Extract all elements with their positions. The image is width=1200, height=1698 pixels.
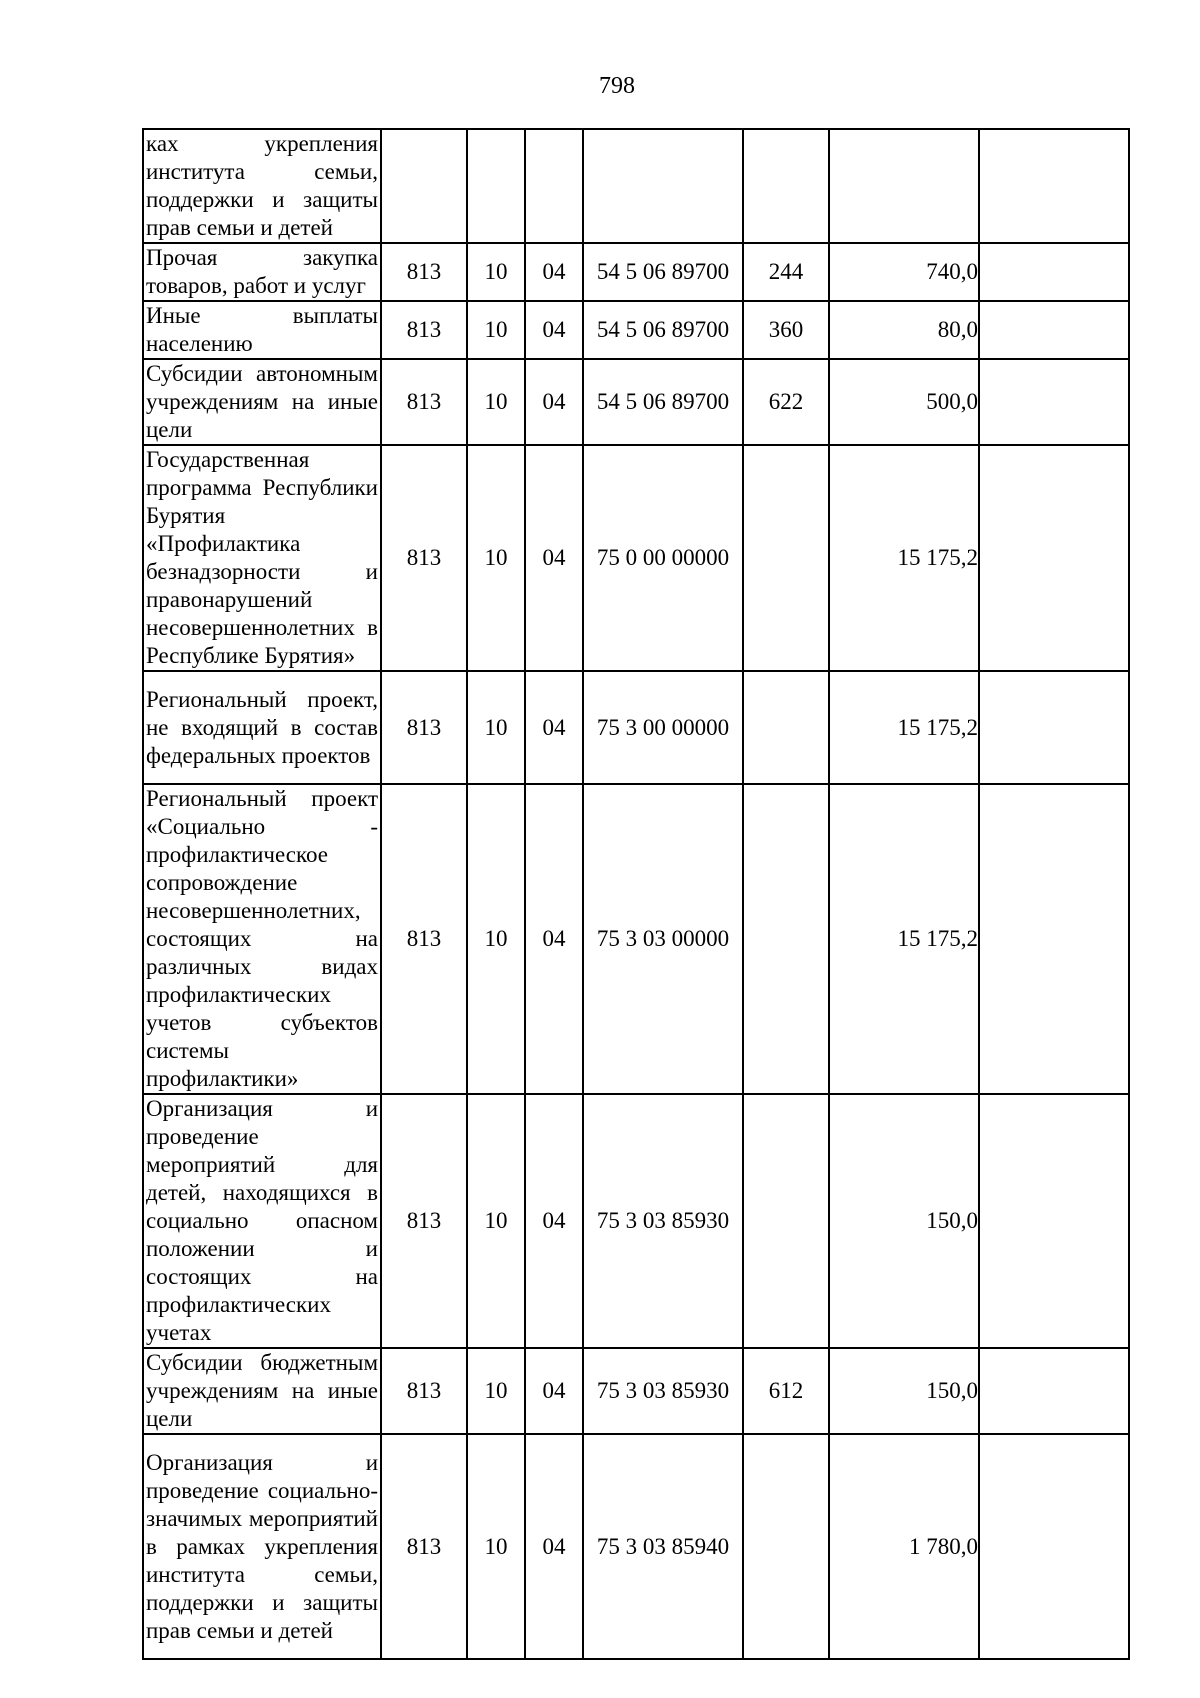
cell-amount: [829, 129, 979, 243]
cell-amount: 15 175,2: [829, 784, 979, 1094]
cell-name: Прочая закупка товаров, работ и услуг: [143, 243, 381, 301]
cell-amount: 15 175,2: [829, 445, 979, 671]
cell-extra: [979, 1348, 1129, 1434]
cell-target-article: 54 5 06 89700: [583, 243, 743, 301]
cell-amount: 150,0: [829, 1094, 979, 1348]
cell-ministry-code: 813: [381, 671, 467, 784]
cell-target-article: 54 5 06 89700: [583, 301, 743, 359]
table-row: [143, 243, 1129, 301]
cell-name: Организация и проведение мероприятий для детей, находящихся в социально опасном положении и состоящих на профилактических учетах: [143, 1094, 381, 1348]
table-row: [143, 1094, 1129, 1348]
cell-name: Региональный проект «Социально - профилактическое сопровождение несовершеннолетних, состоящих на различных видах профилактических учетов субъектов системы профилактики»: [143, 784, 381, 1094]
cell-expense-type: 622: [743, 359, 829, 445]
cell-section: [467, 129, 525, 243]
budget-table-body: [143, 129, 1129, 1659]
table-row: [143, 129, 1129, 243]
cell-ministry-code: 813: [381, 301, 467, 359]
cell-ministry-code: 813: [381, 1094, 467, 1348]
cell-ministry-code: [381, 129, 467, 243]
cell-expense-type: 244: [743, 243, 829, 301]
cell-extra: [979, 671, 1129, 784]
cell-extra: [979, 445, 1129, 671]
cell-expense-type: 612: [743, 1348, 829, 1434]
cell-expense-type: [743, 784, 829, 1094]
table-row: [143, 445, 1129, 671]
cell-ministry-code: 813: [381, 1348, 467, 1434]
cell-amount: 150,0: [829, 1348, 979, 1434]
table-row: [143, 671, 1129, 784]
cell-subsection: 04: [525, 1094, 583, 1348]
cell-amount: 500,0: [829, 359, 979, 445]
cell-ministry-code: 813: [381, 784, 467, 1094]
cell-subsection: 04: [525, 301, 583, 359]
cell-subsection: [525, 129, 583, 243]
cell-subsection: 04: [525, 1348, 583, 1434]
cell-target-article: 75 3 03 85930: [583, 1348, 743, 1434]
cell-target-article: 75 0 00 00000: [583, 445, 743, 671]
cell-extra: [979, 1434, 1129, 1659]
cell-target-article: 75 3 03 85940: [583, 1434, 743, 1659]
cell-target-article: [583, 129, 743, 243]
cell-name: Субсидии автономным учреждениям на иные цели: [143, 359, 381, 445]
cell-expense-type: [743, 445, 829, 671]
cell-subsection: 04: [525, 671, 583, 784]
cell-name: Иные выплаты населению: [143, 301, 381, 359]
cell-target-article: 75 3 00 00000: [583, 671, 743, 784]
cell-section: 10: [467, 445, 525, 671]
cell-target-article: 75 3 03 00000: [583, 784, 743, 1094]
cell-section: 10: [467, 243, 525, 301]
cell-amount: 80,0: [829, 301, 979, 359]
cell-section: 10: [467, 1094, 525, 1348]
cell-amount: 15 175,2: [829, 671, 979, 784]
cell-expense-type: [743, 129, 829, 243]
table-row: [143, 359, 1129, 445]
table-row: [143, 1434, 1129, 1659]
cell-target-article: 75 3 03 85930: [583, 1094, 743, 1348]
cell-amount: 740,0: [829, 243, 979, 301]
budget-table: [142, 128, 1130, 1660]
cell-section: 10: [467, 671, 525, 784]
cell-expense-type: 360: [743, 301, 829, 359]
cell-section: 10: [467, 301, 525, 359]
cell-section: 10: [467, 359, 525, 445]
cell-extra: [979, 243, 1129, 301]
cell-amount: 1 780,0: [829, 1434, 979, 1659]
cell-ministry-code: 813: [381, 243, 467, 301]
cell-subsection: 04: [525, 1434, 583, 1659]
cell-subsection: 04: [525, 445, 583, 671]
cell-target-article: 54 5 06 89700: [583, 359, 743, 445]
cell-name: Организация и проведение социально-значимых мероприятий в рамках укрепления института семьи, поддержки и защиты прав семьи и детей: [143, 1434, 381, 1659]
cell-subsection: 04: [525, 359, 583, 445]
cell-name: Субсидии бюджетным учреждениям на иные цели: [143, 1348, 381, 1434]
cell-expense-type: [743, 1434, 829, 1659]
cell-section: 10: [467, 784, 525, 1094]
cell-extra: [979, 129, 1129, 243]
cell-expense-type: [743, 671, 829, 784]
cell-extra: [979, 359, 1129, 445]
cell-extra: [979, 1094, 1129, 1348]
cell-ministry-code: 813: [381, 1434, 467, 1659]
table-row: [143, 784, 1129, 1094]
cell-subsection: 04: [525, 243, 583, 301]
cell-ministry-code: 813: [381, 359, 467, 445]
cell-expense-type: [743, 1094, 829, 1348]
cell-section: 10: [467, 1434, 525, 1659]
cell-section: 10: [467, 1348, 525, 1434]
cell-name: ках укрепления института семьи, поддержки и защиты прав семьи и детей: [143, 129, 381, 243]
cell-ministry-code: 813: [381, 445, 467, 671]
cell-name: Региональный проект, не входящий в состав федеральных проектов: [143, 671, 381, 784]
cell-extra: [979, 301, 1129, 359]
cell-name: Государственная программа Республики Бурятия «Профилактика безнадзорности и правонарушений несовершеннолетних в Республике Бурятия»: [143, 445, 381, 671]
cell-subsection: 04: [525, 784, 583, 1094]
cell-extra: [979, 784, 1129, 1094]
table-row: [143, 301, 1129, 359]
table-row: [143, 1348, 1129, 1434]
page-number: 798: [599, 73, 635, 99]
